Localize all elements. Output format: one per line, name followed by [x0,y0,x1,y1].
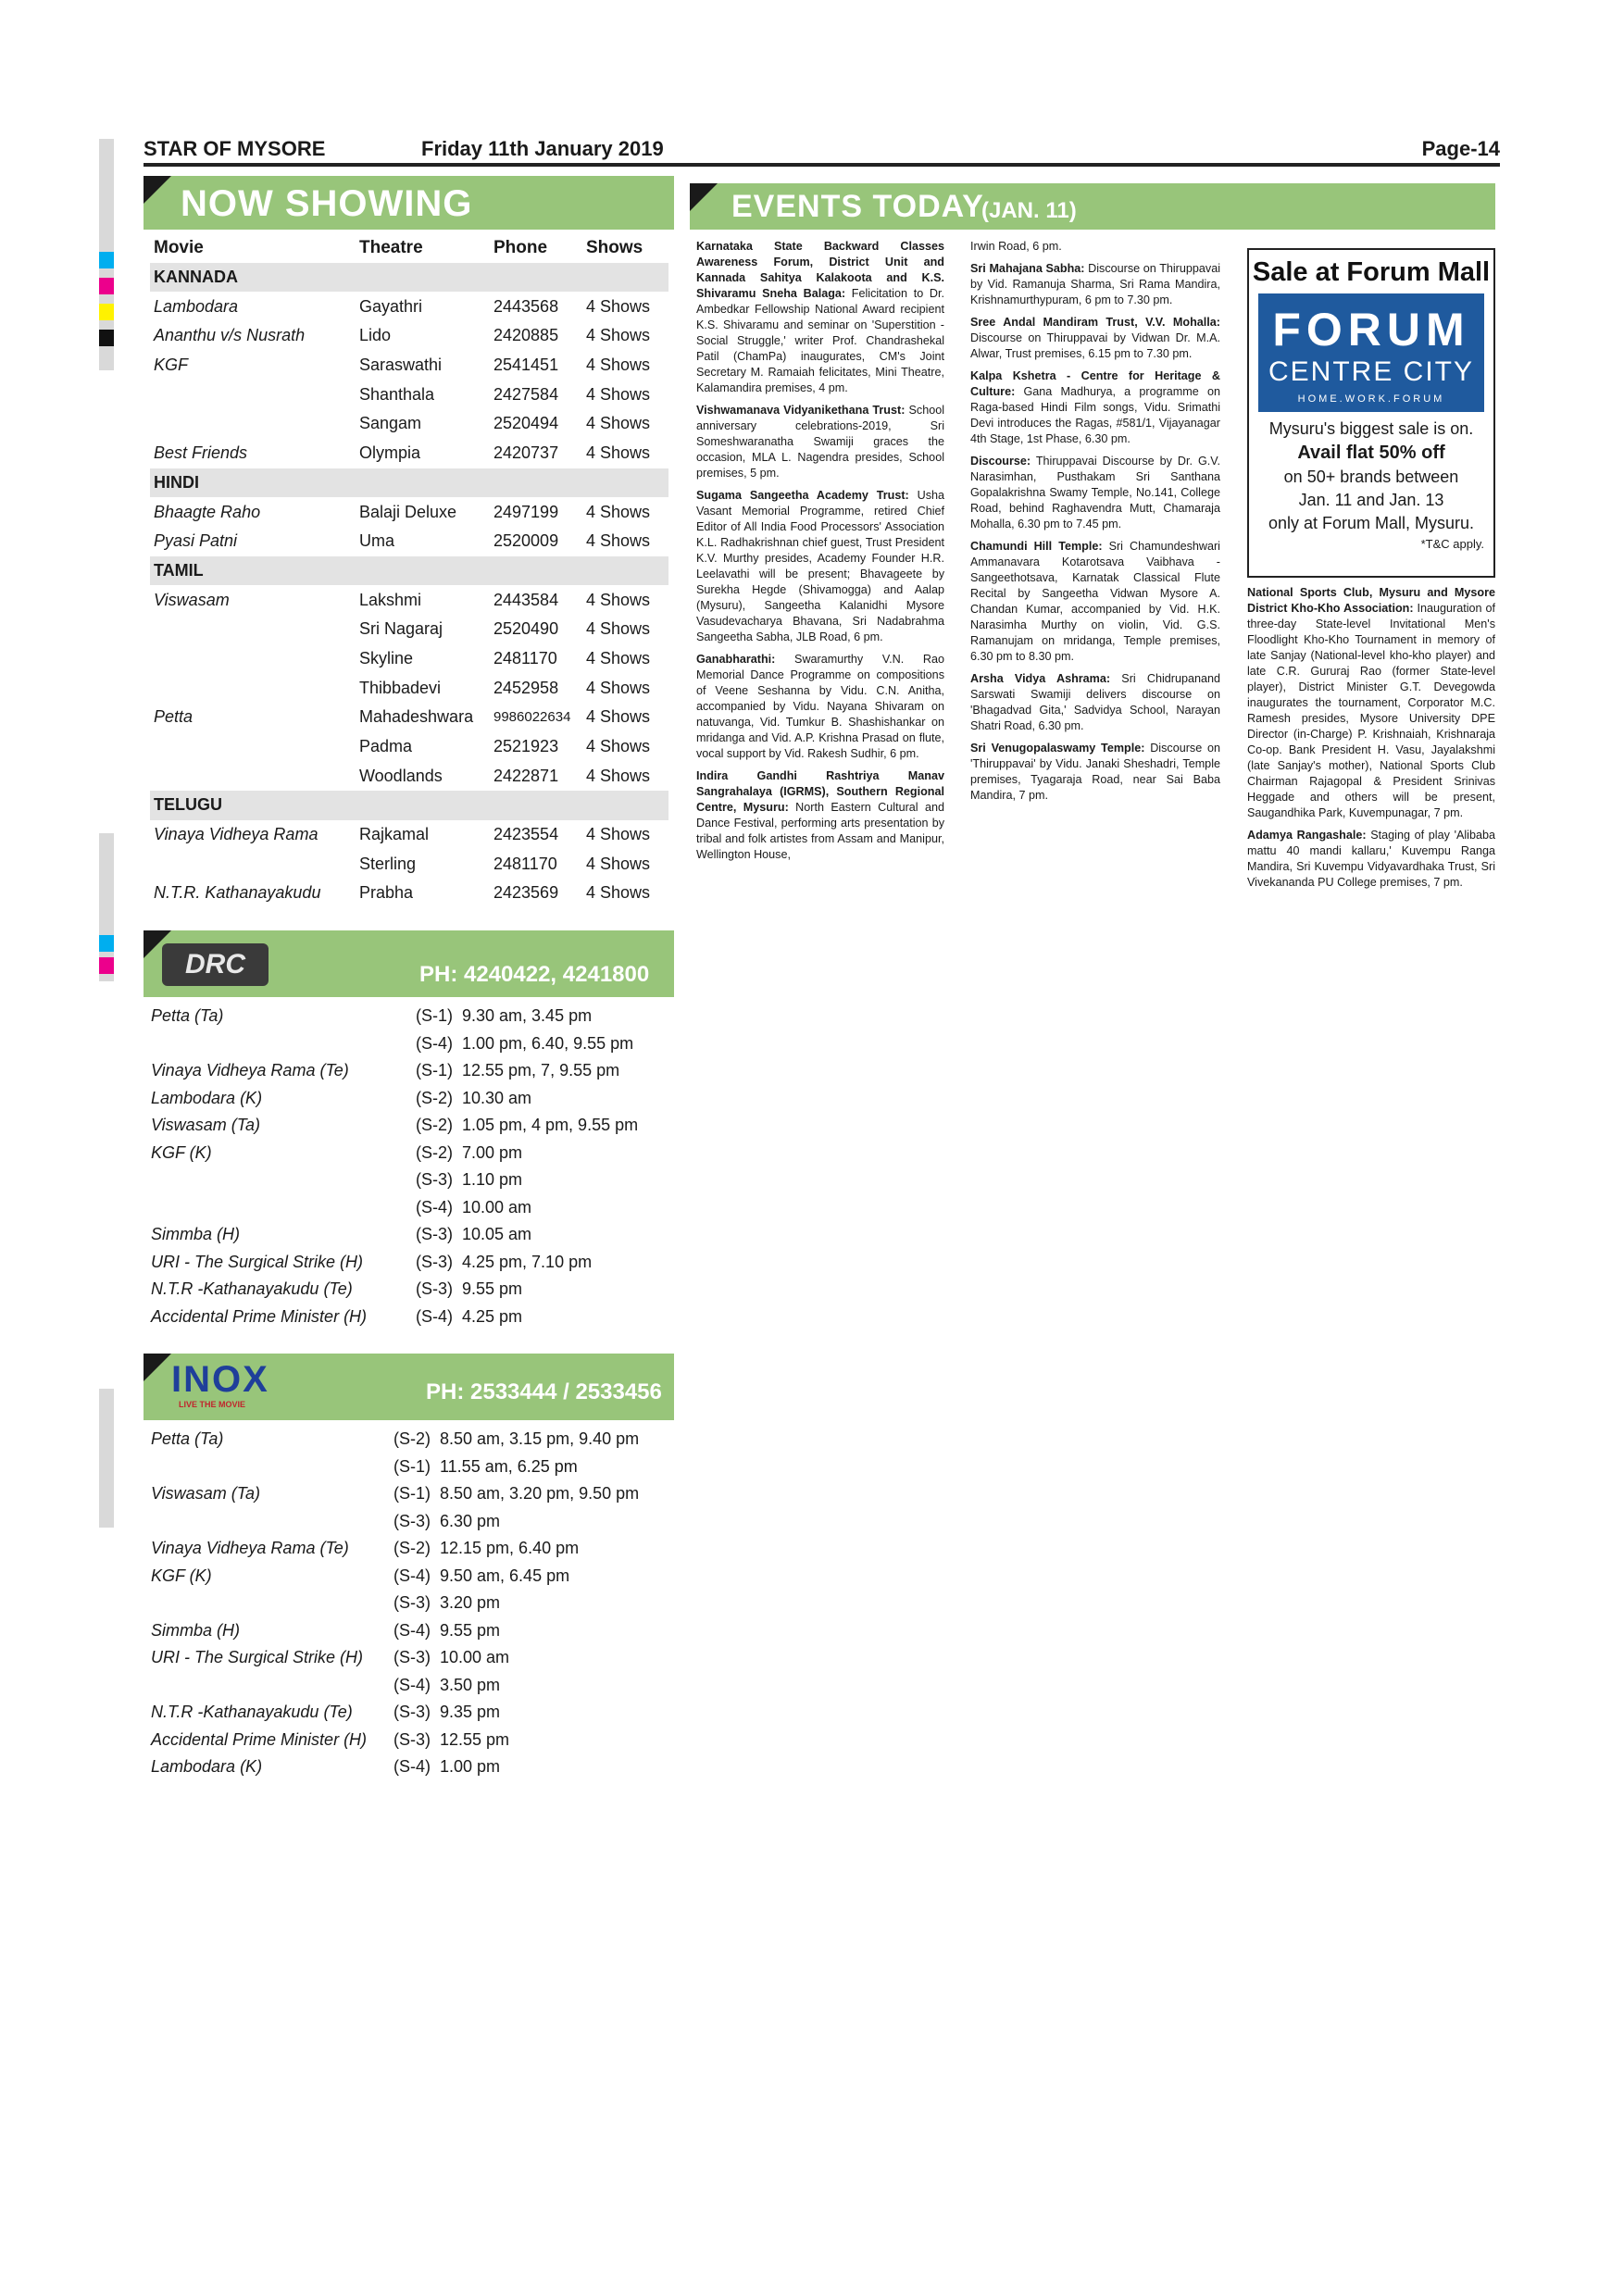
events-today-title: EVENTS TODAY [731,189,984,224]
times-cell: 10.00 am [462,1197,532,1217]
event-organizer: Vishwamanava Vidyanikethana Trust: [696,404,906,417]
page-header [144,137,1500,161]
movie-cell: Accidental Prime Minister (H) [151,1729,368,1749]
col-shows: Shows [586,237,643,257]
theatre-cell: Woodlands [359,766,443,785]
event-details: Felicitation to Dr. Ambedkar Fellowship National Award recipient K.S. Shivaramu and seminar on 'Superstition - Social Struggle,' writer Prof. Chandrashekal Patil (ChamPa) inaugurates, CM's Joint Secretary M. Ramaiah felicitates, Mini Theatre, Kalamandira premises, 4 pm. [696,287,944,394]
shows-cell: 4 Shows [586,326,651,345]
inox-logo-text: INOX [171,1359,269,1400]
phone-cell: 2422871 [493,766,559,785]
showtime-row [148,1590,642,1617]
event-details: School anniversary celebrations-2019, Sri Someshwaranatha Swamiji graces the occasion, MLA L. Nagendra presides, School premises, 5 pm. [696,404,945,480]
shows-cell: 4 Shows [586,854,651,873]
corner-triangle-icon [690,183,718,211]
shows-cell: 4 Shows [586,678,651,697]
language-section-label: HINDI [150,468,668,498]
event-details: Staging of play 'Alibaba mattu 40 mandi kallaru,' Kuvempu Ranga Mandira, Sri Kuvempu Vidyavardhaka Trust, Sri Vivekananda PU College premises, 7 pm. [1247,829,1495,889]
showtime-row [148,1480,642,1508]
movie-cell [150,615,356,644]
theatre-cell: Sangam [359,414,422,433]
theatre-cell: Balaji Deluxe [359,502,457,521]
phone-cell: 2443584 [493,590,559,609]
theatre-cell: Sterling [359,854,417,873]
event-item [970,741,1220,804]
event-organizer: Sree Andal Mandiram Trust, V.V. Mohalla: [970,316,1220,329]
event-item [1247,585,1495,821]
language-section-row [150,791,668,820]
theatre-cell: Uma [359,531,395,551]
times-cell: 4.25 pm [462,1306,523,1326]
issue-date: Friday 11th January 2019 [421,137,664,160]
event-organizer: Sugama Sangeetha Academy Trust: [696,489,909,502]
header-rule [144,163,1500,167]
listing-row [150,439,668,468]
phone-cell: 2420737 [493,443,559,463]
shows-cell: 4 Shows [586,766,651,785]
shows-cell: 4 Shows [586,883,651,903]
language-section-label: TAMIL [150,556,668,586]
times-cell: 3.50 pm [440,1675,501,1694]
language-section-row [150,263,668,293]
event-item [1247,828,1495,891]
screen-cell: (S-3) [416,1225,453,1244]
forum-motto: HOME.WORK.FORUM [1297,393,1445,405]
events-today-col-3 [1247,585,1495,897]
registration-strip-low [99,1389,114,1528]
movie-cell: KGF (K) [151,1142,212,1162]
language-section-label: TELUGU [150,791,668,820]
event-item [696,768,944,863]
drc-banner [144,930,674,997]
inox-phone: PH: 2533444 / 2533456 [426,1379,662,1404]
theatre-cell: Olympia [359,443,421,463]
movie-cell: KGF (K) [151,1566,212,1585]
showtime-row [148,1563,642,1591]
theatre-cell: Saraswathi [359,356,443,375]
movie-cell: Lambodara [154,296,239,316]
event-item [970,539,1220,665]
movie-cell: Vinaya Vidheya Rama (Te) [151,1539,349,1558]
times-cell: 4.25 pm, 7.10 pm [462,1252,593,1271]
phone-cell: 2452958 [493,678,559,697]
screen-cell: (S-1) [416,1006,453,1026]
ad-line-5: only at Forum Mall, Mysuru. [1268,514,1475,532]
shows-cell: 4 Shows [586,384,651,404]
listing-row [150,409,668,439]
event-item [970,368,1220,447]
phone-cell: 2520009 [493,531,559,551]
listing-row [150,849,668,879]
now-showing-banner [144,176,674,230]
showtime-row [148,1276,641,1304]
times-cell: 9.50 am, 6.45 pm [440,1566,570,1585]
times-cell: 10.30 am [462,1088,532,1107]
showtime-row [148,1167,641,1194]
theatre-cell: Lido [359,326,392,345]
showtime-row [148,1221,641,1249]
event-item [696,403,944,481]
event-details: Sri Chamundeshwari Ammanavara Kotarotsava Vaibhava - Sangeethotsava, Karnatak Classical Flute Recital by Sangeetha Vidwan Mysore A. Chandan Kumar, accompanied by Vid. H.K. Narasimha Murthy on violin, Vid. G.S. Ramanujam on mridanga, Temple premises, 6.30 pm to 8.30 pm. [970,540,1220,663]
showtime-row [148,1057,641,1085]
shows-cell: 4 Shows [586,443,651,463]
event-organizer: Arsha Vidya Ashrama: [970,672,1111,685]
event-organizer: Adamya Rangashale: [1247,829,1367,842]
shows-cell: 4 Shows [586,590,651,609]
event-item [696,488,944,645]
inox-showtimes [148,1426,642,1781]
event-details: Swaramurthy V.N. Rao Memorial Dance Programme on compositions of Veene Seshanna by Vidu. C.N. Anitha, accompanied by Vidu. Nayana Shivaram on natuvanga, Vid. Tumkur B. Shashishankar on mridanga and Vid. A.P. Krishna Prasad on flute, vocal support by Vid. Rakesh Sudhir, 6 pm. [696,653,944,760]
screen-cell: (S-4) [416,1306,453,1326]
theatre-cell: Skyline [359,648,414,668]
shows-cell: 4 Shows [586,648,651,668]
movie-cell: Lambodara (K) [151,1757,263,1777]
now-showing-title: NOW SHOWING [181,183,473,224]
movie-cell [148,1508,391,1536]
showtime-row [148,1249,641,1277]
listing-row [150,497,668,527]
col-phone: Phone [493,237,548,257]
screen-cell: (S-4) [394,1757,431,1777]
movie-cell [148,1672,391,1700]
movie-cell: URI - The Surgical Strike (H) [151,1648,364,1667]
drc-showtimes [148,1003,641,1330]
screen-cell: (S-3) [394,1593,431,1613]
listing-row [150,673,668,703]
showtime-row [148,1194,641,1222]
ad-tc: *T&C apply. [1420,537,1484,551]
event-organizer: Indira Gandhi Rashtriya Manav Sangrahalaya (IGRMS), Southern Regional Centre, Mysuru: [696,769,944,814]
times-cell: 8.50 am, 3.15 pm, 9.40 pm [440,1429,640,1449]
showtime-row [148,1535,642,1563]
times-cell: 12.55 pm, 7, 9.55 pm [462,1061,620,1080]
movie-cell [150,673,356,703]
movie-cell [150,732,356,762]
forum-logo [1258,293,1484,412]
listing-row [150,732,668,762]
movie-cell: Pyasi Patni [154,531,238,551]
event-details: Discourse on 'Thiruppavai' by Vidu. Janaki Sheshadri, Temple premises, Tyagaraja Road, near Sai Baba Mandira, 7 pm. [970,742,1220,802]
corner-triangle-icon [144,176,171,204]
page-number: Page-14 [1421,137,1500,160]
registration-cyan [99,252,114,268]
movie-cell [150,761,356,791]
showtime-row [148,1727,642,1754]
movie-cell [148,1590,391,1617]
col-theatre: Theatre [359,237,423,257]
screen-cell: (S-2) [416,1142,453,1162]
screen-cell: (S-4) [394,1620,431,1640]
ad-headline: Sale at Forum Mall [1252,257,1491,287]
registration-cyan-2 [99,935,114,952]
movie-cell: Viswasam (Ta) [151,1116,261,1135]
phone-cell: 2541451 [493,356,559,375]
event-details: Discourse on Thiruppavai by Vid. Ramanuja Sharma, Sri Rama Mandira, Krishnamurthypuram, 6 pm to 7.30 pm. [970,262,1220,306]
listing-row [150,321,668,351]
movie-cell: Petta [154,707,194,727]
times-cell: 12.15 pm, 6.40 pm [440,1539,580,1558]
drc-phone: PH: 4240422, 4241800 [419,962,650,987]
movie-cell: Viswasam (Ta) [151,1484,261,1504]
theatre-cell: Lakshmi [359,590,422,609]
shows-cell: 4 Shows [586,356,651,375]
event-item [970,454,1220,532]
drc-logo: DRC [162,943,269,986]
shows-cell: 4 Shows [586,296,651,316]
event-item [970,671,1220,734]
phone-cell: 2520490 [493,619,559,639]
event-organizer: Karnataka State Backward Classes Awareness Forum, District Unit and Kannada Sahitya Kalakoota and K.S. Shivaramu Sneha Balaga: [696,240,944,300]
movie-cell [148,1030,413,1058]
screen-cell: (S-4) [394,1675,431,1694]
theatre-cell: Padma [359,737,413,756]
phone-cell: 9986022634 [493,709,571,726]
listing-row [150,292,668,321]
inox-banner [144,1354,674,1420]
movie-cell: Lambodara (K) [151,1088,263,1107]
theatre-cell: Mahadeshwara [359,707,474,727]
screen-cell: (S-2) [394,1539,431,1558]
events-today-banner [690,183,1495,230]
listing-row [150,585,668,615]
listing-row [150,879,668,908]
times-cell: 9.55 pm [462,1279,523,1299]
shows-cell: 4 Shows [586,737,651,756]
events-today-col-1 [696,239,944,869]
event-details: Thiruppavai Discourse by Dr. G.V. Narasimhan, Pusthakam Sri Santhana Gopalakrishna Swamy Temple, No.141, College Road, behind Raghavendra Mutt, Chamaraja Mohalla, 6.30 pm to 7.45 pm. [970,455,1220,530]
times-cell: 10.00 am [440,1648,510,1667]
movie-cell: Vinaya Vidheya Rama (Te) [151,1061,349,1080]
forum-mall-ad[interactable] [1247,248,1495,578]
language-section-label: KANNADA [150,263,668,293]
showtime-row [148,1304,641,1331]
registration-yellow [99,304,114,320]
movie-cell [148,1454,391,1481]
times-cell: 8.50 am, 3.20 pm, 9.50 pm [440,1484,640,1504]
times-cell: 1.00 pm, 6.40, 9.55 pm [462,1033,634,1053]
movie-cell [150,849,356,879]
screen-cell: (S-1) [394,1456,431,1476]
forum-brand: FORUM [1272,304,1470,356]
movie-cell: Viswasam [154,590,230,609]
screen-cell: (S-3) [394,1511,431,1530]
phone-cell: 2423554 [493,825,559,844]
showtime-row [148,1699,642,1727]
screen-cell: (S-3) [416,1279,453,1299]
phone-cell: 2427584 [493,384,559,404]
movie-cell [148,1194,413,1222]
movie-cell: Petta (Ta) [151,1429,224,1449]
screen-cell: (S-3) [394,1703,431,1722]
showtime-row [148,1753,642,1781]
listing-row [150,380,668,409]
event-item [696,652,944,762]
showtime-row [148,1644,642,1672]
language-section-row [150,468,668,498]
theatre-cell: Prabha [359,883,414,903]
theatre-cell: Rajkamal [359,825,430,844]
ad-line-1: Mysuru's biggest sale is on. [1268,419,1474,438]
theatre-cell: Shanthala [359,384,435,404]
ad-line-4: Jan. 11 and Jan. 13 [1298,491,1444,509]
showtime-row [148,1085,641,1113]
event-details: Gana Madhurya, a programme on Raga-based Hindi Film songs, Vidu. Srimathi Devi introduces the Ragas, #581/1, Vijayanagar 4th Stage, 1st Phase, 6.30 pm. [970,385,1220,445]
event-item [970,315,1220,362]
showtime-row [148,1454,642,1481]
col-movie: Movie [154,237,204,257]
screen-cell: (S-4) [416,1033,453,1053]
now-showing-table [150,233,668,908]
shows-cell: 4 Shows [586,825,651,844]
screen-cell: (S-2) [416,1116,453,1135]
times-cell: 6.30 pm [440,1511,501,1530]
times-cell: 9.30 am, 3.45 pm [462,1006,593,1026]
corner-triangle-icon [144,1354,171,1381]
event-organizer: Kalpa Kshetra - Centre for Heritage & Culture: [970,369,1220,398]
times-cell: 10.05 am [462,1225,532,1244]
event-organizer: Sri Mahajana Sabha: [970,262,1085,275]
phone-cell: 2521923 [493,737,559,756]
shows-cell: 4 Shows [586,707,651,727]
movie-cell: Vinaya Vidheya Rama [154,825,319,844]
registration-magenta-2 [99,957,114,974]
movie-cell [148,1167,413,1194]
times-cell: 3.20 pm [440,1593,501,1613]
screen-cell: (S-2) [416,1088,453,1107]
phone-cell: 2520494 [493,414,559,433]
listing-row [150,644,668,674]
event-organizer: Discourse: [970,455,1031,468]
now-showing-header-row [150,233,668,263]
screen-cell: (S-4) [394,1566,431,1585]
movie-cell: N.T.R -Kathanayakudu (Te) [151,1279,353,1299]
event-organizer: Sri Venugopalaswamy Temple: [970,742,1145,755]
times-cell: 12.55 pm [440,1729,510,1749]
event-details: Usha Vasant Memorial Programme, retired Chief Editor of All India Food Processors' Association K.L. Radhakrishnan chief guest, Trust President K.V. Murthy presides, Academy Founder H.R. Leelavathi will be present; Bhavageete by Surekha Hegde (Shivamogga) and Aalap (Mysuru), Sangeetha Kalanidhi Mysore Vasudevacharya Bhavana, Sri Nadabrahma Sangeetha Sabha, JLB Road, 6 pm. [696,489,944,643]
phone-cell: 2423569 [493,883,559,903]
showtime-row [148,1030,641,1058]
listing-row [150,615,668,644]
event-item [696,239,944,396]
events-today-col-2 [970,239,1220,810]
screen-cell: (S-3) [394,1648,431,1667]
paper-name: STAR OF MYSORE [144,137,326,160]
movie-cell: N.T.R. Kathanayakudu [154,883,321,903]
movie-cell: Simmba (H) [151,1225,241,1244]
listing-row [150,820,668,850]
event-details: Sri Chidrupanand Sarswati Swamiji delivers discourse on 'Bhagadvad Gita,' Sadvidya School, Narayan Shatri Road, 6.30 pm. [970,672,1220,732]
movie-cell: URI - The Surgical Strike (H) [151,1252,364,1271]
event-details: Discourse on Thiruppavai by Vidwan Dr. M.A. Alwar, Trust premises, 6.15 pm to 7.30 pm. [970,331,1220,360]
phone-cell: 2481170 [493,648,557,668]
ad-line-3: on 50+ brands between [1283,468,1459,486]
movie-cell: Accidental Prime Minister (H) [151,1306,368,1326]
events-today-date: (JAN. 11) [981,198,1077,223]
movie-cell: Simmba (H) [151,1620,241,1640]
times-cell: 1.05 pm, 4 pm, 9.55 pm [462,1116,639,1135]
inox-logo [171,1359,329,1415]
times-cell: 9.55 pm [440,1620,501,1640]
phone-cell: 2443568 [493,296,559,316]
listing-row [150,761,668,791]
shows-cell: 4 Shows [586,502,651,521]
screen-cell: (S-3) [394,1729,431,1749]
showtime-row [148,1426,642,1454]
times-cell: 11.55 am, 6.25 pm [440,1456,578,1476]
event-organizer: Chamundi Hill Temple: [970,540,1103,553]
event-details: North Eastern Cultural and Dance Festival, performing arts presentation by tribal and folk artistes from Assam and Manipur, Wellington House, [696,801,944,861]
event-organizer: Ganabharathi: [696,653,776,666]
screen-cell: (S-1) [416,1061,453,1080]
times-cell: 1.10 pm [462,1170,523,1190]
movie-cell: Ananthu v/s Nusrath [154,326,306,345]
showtime-row [148,1617,642,1645]
movie-cell: Bhaagte Raho [154,502,261,521]
screen-cell: (S-3) [416,1170,453,1190]
showtime-row [148,1003,641,1030]
shows-cell: 4 Shows [586,414,651,433]
times-cell: 9.35 pm [440,1703,501,1722]
listing-row [150,527,668,556]
event-organizer: National Sports Club, Mysuru and Mysore District Kho-Kho Association: [1247,586,1495,615]
showtime-row [148,1672,642,1700]
inox-tagline: LIVE THE MOVIE [179,1400,246,1409]
showtime-row [148,1508,642,1536]
phone-cell: 2481170 [493,854,557,873]
ad-line-2: Avail flat 50% off [1297,443,1445,463]
screen-cell: (S-4) [416,1197,453,1217]
shows-cell: 4 Shows [586,531,651,551]
showtime-row [148,1112,641,1140]
times-cell: 7.00 pm [462,1142,523,1162]
theatre-cell: Sri Nagaraj [359,619,443,639]
theatre-cell: Gayathri [359,296,423,316]
phone-cell: 2497199 [493,502,559,521]
screen-cell: (S-3) [416,1252,453,1271]
language-section-row [150,556,668,586]
movie-cell [150,644,356,674]
screen-cell: (S-2) [394,1429,431,1449]
event-item [970,239,1220,255]
listing-row [150,351,668,381]
forum-brand-sub: CENTRE CITY [1268,356,1474,387]
theatre-cell: Thibbadevi [359,678,442,697]
phone-cell: 2420885 [493,326,559,345]
movie-cell [150,409,356,439]
showtime-row [148,1140,641,1167]
registration-black [99,330,114,346]
movie-cell [150,380,356,409]
event-details: Inauguration of three-day State-level Invitational Men's Floodlight Kho-Kho Tournament in memory of late Sanjay (National-level kho-kho player) and late C.R. Gururaj Rao (former State-level player), District Minister G.T. Devegowda inaugurates the tournament, Corporator M.C. Ramesh presides, Mysore University DPE Director (in-Charge) P. Krishnaiah, Krishnaraja Co-op. Bank President H. Vasu, Jayalakshmi (late Sanjay's mother), National Sports Club Chairman Rajagopal & President Srinivas Heggade and others will be present, Saugandhika Park, Kuvempunagar, 7 pm. [1247,602,1495,819]
movie-cell: N.T.R -Kathanayakudu (Te) [151,1703,353,1722]
screen-cell: (S-1) [394,1484,431,1504]
times-cell: 1.00 pm [440,1757,501,1777]
registration-magenta [99,278,114,294]
event-item [970,261,1220,308]
listing-row [150,703,668,732]
event-details: Irwin Road, 6 pm. [970,240,1062,253]
movie-cell: Petta (Ta) [151,1006,224,1026]
shows-cell: 4 Shows [586,619,651,639]
movie-cell: KGF [154,356,189,375]
movie-cell: Best Friends [154,443,248,463]
